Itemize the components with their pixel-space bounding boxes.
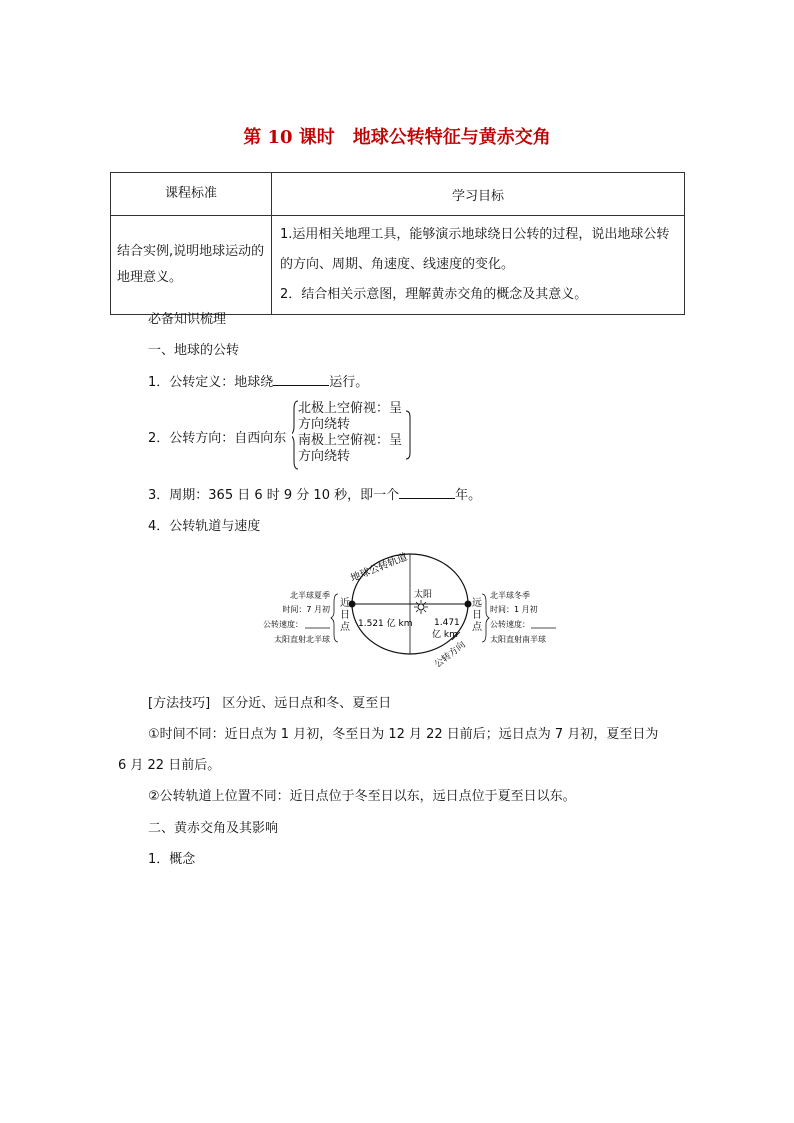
item3-pre: 3．周期：365 日 6 时 9 分 10 秒，即一个 — [148, 488, 400, 503]
right-time: 时间：1 月初 — [490, 605, 538, 614]
sun-label: 太阳 — [414, 590, 433, 600]
item-3 — [148, 484, 481, 503]
left-direct-sun: 太阳直射北半球 — [274, 635, 330, 644]
orbit-label: 地球公转轨道 — [349, 551, 409, 585]
table-header-goals: 学习目标 — [272, 173, 685, 216]
left-season: 北半球夏季 — [290, 591, 330, 600]
left-speed: 公转速度： — [263, 620, 303, 629]
aphelion-char-2: 日 — [472, 610, 482, 621]
item-4: 4．公转轨道与速度 — [148, 519, 261, 534]
right-distance-unit: 亿 km — [432, 630, 458, 640]
goal-2: 2．结合相关示意图，理解黄赤交角的概念及其意义。 — [280, 287, 588, 302]
answer-blank[interactable] — [273, 371, 329, 386]
left-diagram-brace — [331, 594, 338, 642]
method-tag: [方法技巧] — [148, 696, 211, 711]
right-season: 北半球冬季 — [490, 591, 530, 600]
table-header-standard: 课程标准 — [111, 173, 272, 216]
right-distance-number: 1.471 — [434, 618, 460, 628]
direction-label: 公转方向 — [433, 640, 468, 671]
item3-post: 年。 — [455, 488, 482, 503]
method-title: 区分近、远日点和冬、夏至日 — [222, 696, 392, 711]
sun-icon — [414, 600, 428, 614]
aphelion-char-1: 远 — [472, 598, 482, 609]
standard-text: 结合实例,说明地球运动的地理意义。 — [111, 216, 272, 315]
item1-post: 运行。 — [329, 375, 369, 390]
south-view-line2: 方向绕转 — [298, 449, 351, 464]
right-speed: 公转速度： — [490, 620, 530, 629]
page-title: 第 10 课时 地球公转特征与黄赤交角 — [243, 127, 551, 148]
perihelion-char-1: 近 — [340, 598, 350, 609]
perihelion-char-2: 日 — [340, 610, 350, 621]
part1-heading: 一、地球的公转 — [148, 343, 240, 358]
right-diagram-brace — [482, 594, 489, 642]
item-1 — [148, 371, 368, 390]
method-2: ②公转轨道上位置不同：近日点位于冬至日以东，远日点位于夏至日以东。 — [148, 789, 576, 804]
curriculum-table — [110, 172, 685, 315]
method-heading — [148, 692, 391, 711]
aphelion-earth — [465, 601, 472, 608]
section-heading: 必备知识梳理 — [148, 312, 227, 327]
left-distance: 1.521 亿 km — [358, 619, 413, 629]
answer-blank[interactable] — [399, 484, 455, 499]
north-view-line2: 方向绕转 — [298, 417, 351, 432]
goal-1: 1.运用相关地理工具，能够演示地球绕日公转的过程，说出地球公转的方向、周期、角速度、线速度的变化。 — [280, 227, 670, 272]
aphelion-char-3: 点 — [472, 622, 482, 633]
goals-cell — [272, 216, 685, 315]
right-bracket — [406, 411, 410, 459]
method-1-line2: 6 月 22 日前后。 — [118, 758, 221, 773]
north-view — [298, 401, 402, 465]
item-2-label: 2．公转方向：自西向东 — [148, 431, 287, 446]
left-time: 时间：7 月初 — [282, 605, 330, 614]
method-1-line1: ①时间不同：近日点为 1 月初，冬至日为 12 月 22 日前后；远日点为 7 月初，夏至日为 — [148, 727, 659, 742]
part2-heading: 二、黄赤交角及其影响 — [148, 821, 279, 836]
item1-pre: 1．公转定义：地球绕 — [148, 375, 274, 390]
right-direct-sun: 太阳直射南半球 — [490, 635, 546, 644]
part2-item-1: 1．概念 — [148, 852, 196, 867]
north-view-line1: 北极上空俯视：呈 — [298, 401, 403, 416]
perihelion-char-3: 点 — [340, 622, 350, 633]
orbit-diagram — [250, 548, 570, 678]
south-view-line1: 南极上空俯视：呈 — [298, 433, 403, 448]
